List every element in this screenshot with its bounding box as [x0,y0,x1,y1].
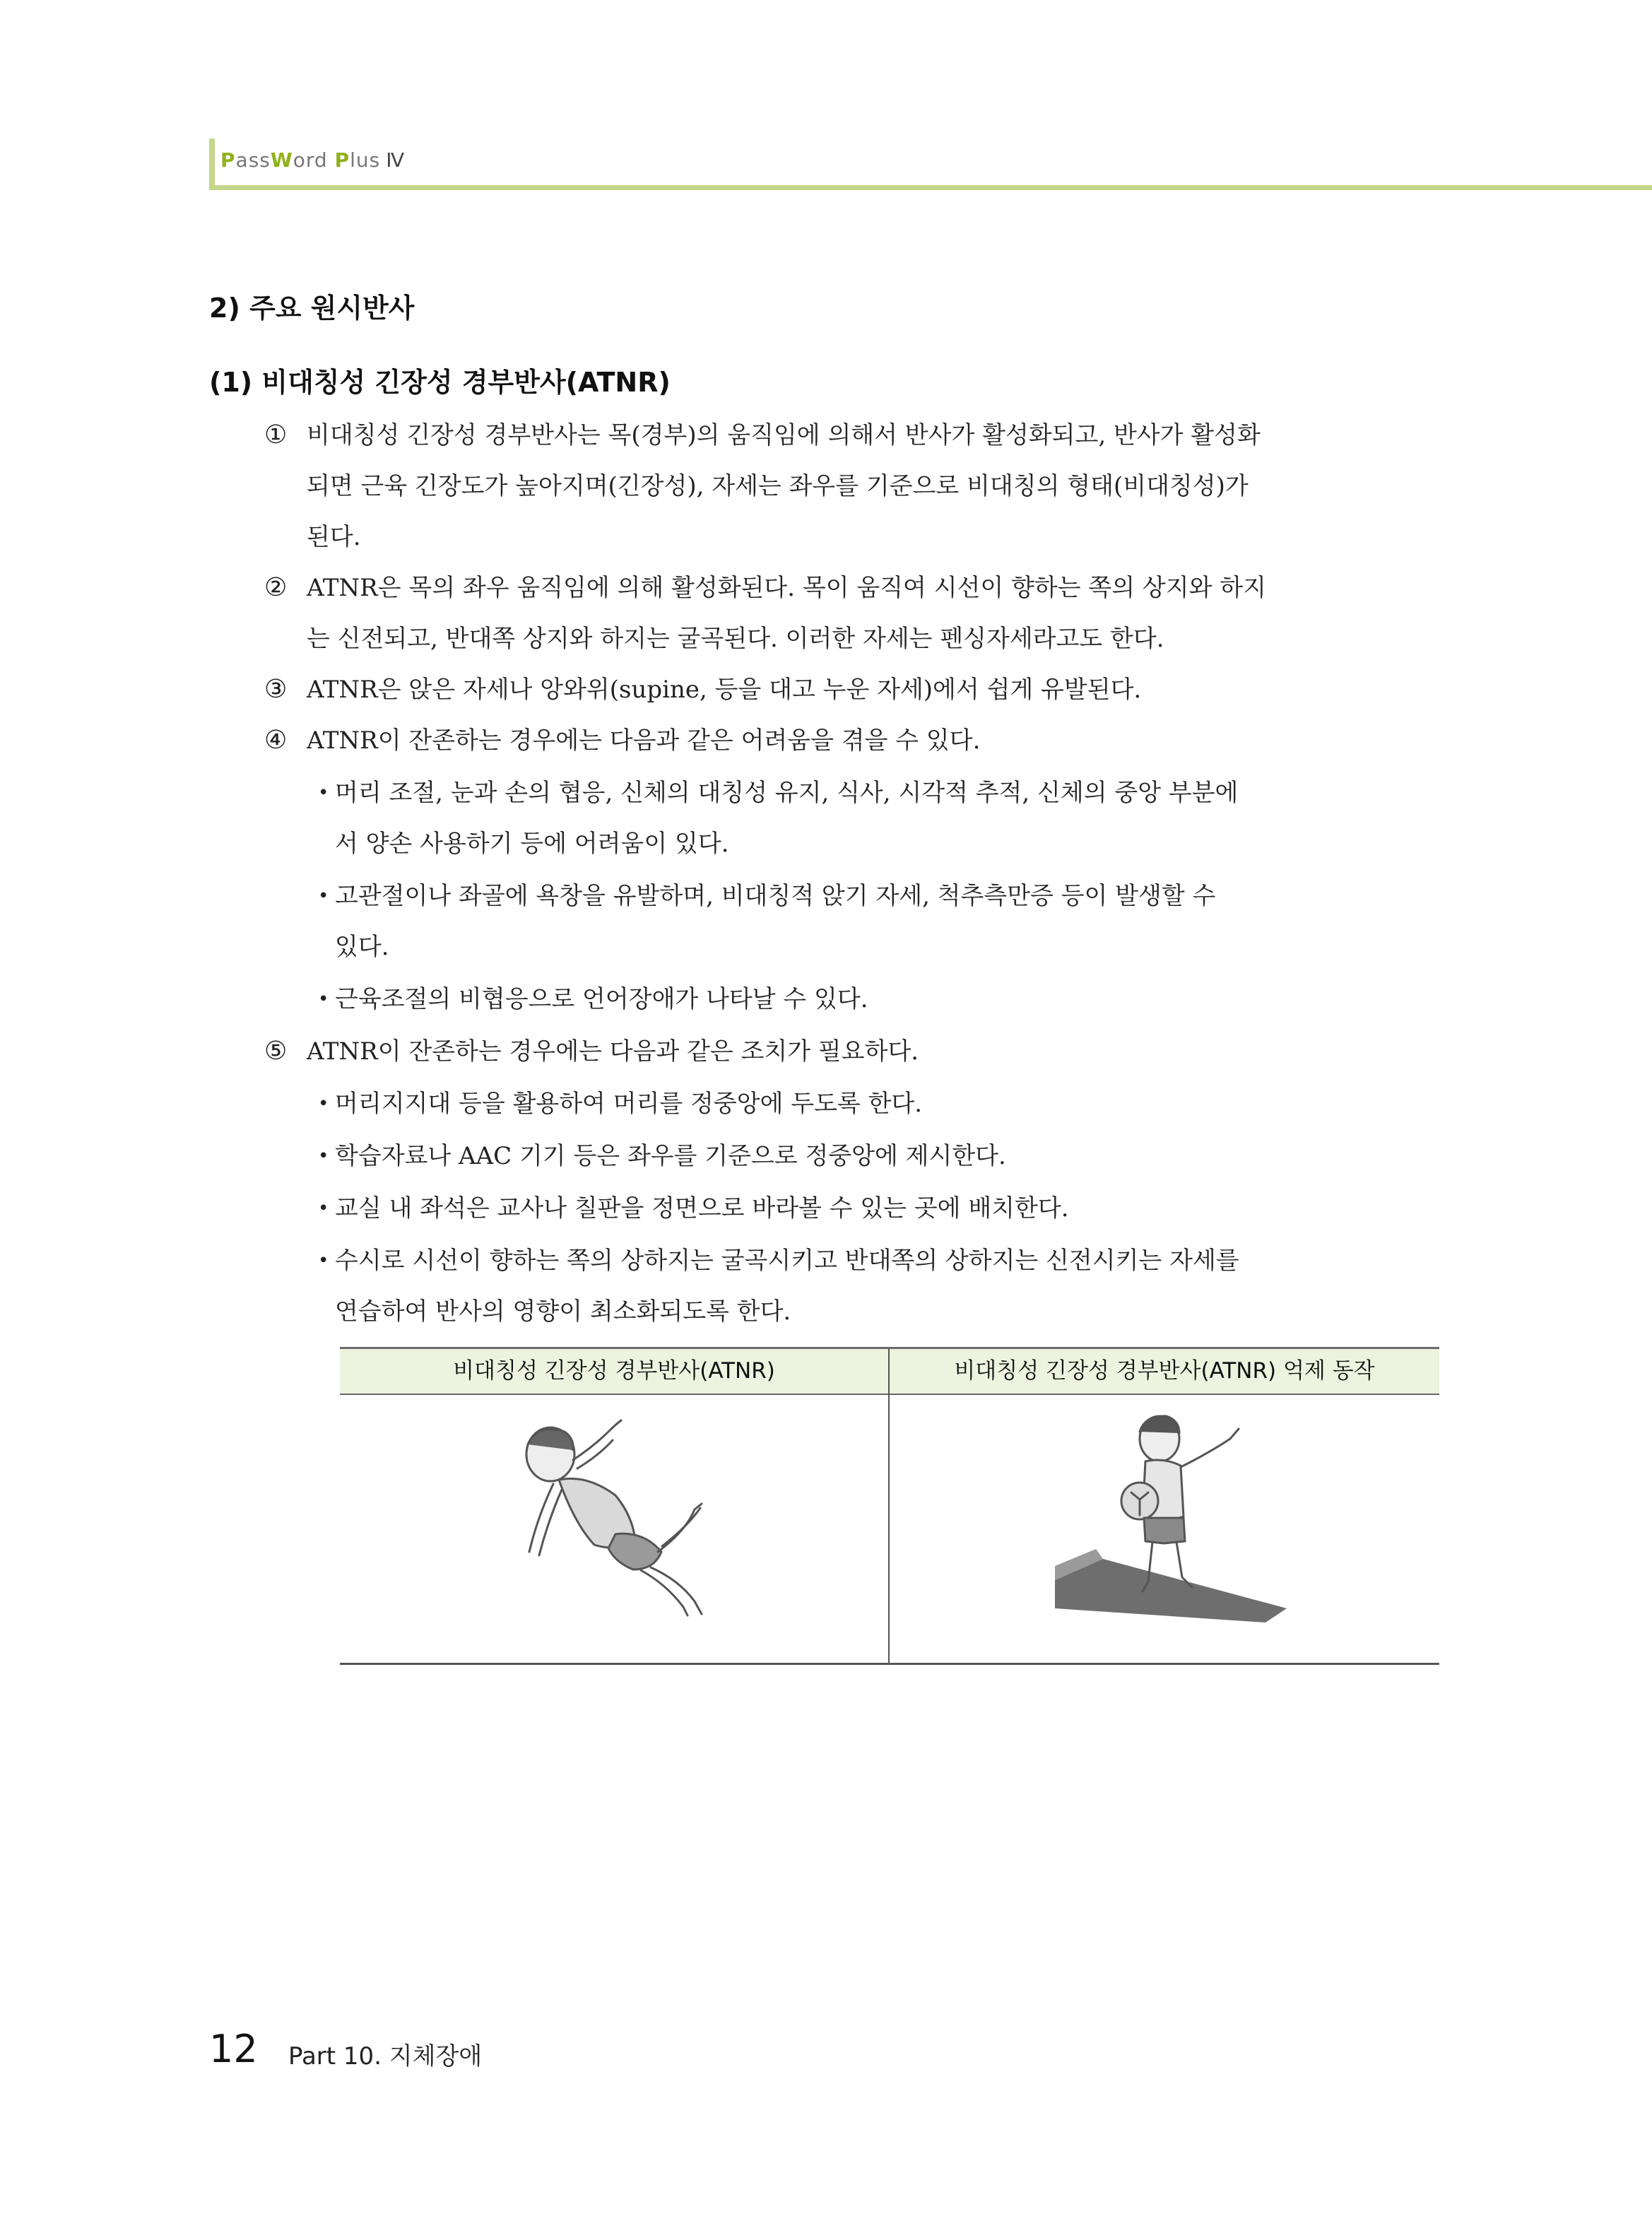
table-header-cell: 비대칭성 긴장성 경부반사(ATNR) [453,1358,775,1384]
bullet: • [318,1250,329,1271]
volume-number: Ⅳ [386,148,406,172]
bullet-line: 서 양손 사용하기 등에 어려움이 있다. [335,830,729,858]
section-title: 2) 주요 원시반사 [209,293,415,324]
bullet-line: 수시로 시선이 향하는 쪽의 상하지는 굴곡시키고 반대쪽의 상하지는 신전시키는 자세를 [335,1247,1239,1275]
item-line: ATNR이 잔존하는 경우에는 다음과 같은 조치가 필요하다. [307,1037,919,1066]
item-line: 비대칭성 긴장성 경부반사는 목(경부)의 움직임에 의해서 반사가 활성화되고, 반사가 활성화 [307,421,1261,449]
table-column-divider [888,1349,890,1663]
table-header-row [340,1349,1439,1395]
brand-text: lus [350,148,381,172]
bullet: • [318,1146,329,1167]
item-number: ③ [264,675,288,704]
atnr-inhibition-child-illustration [1054,1396,1294,1630]
item-line: 된다. [307,523,361,551]
item-number: ① [264,420,288,449]
part-label: Part 10. 지체장애 [288,2042,483,2071]
bullet: • [318,989,329,1010]
bullet: • [318,885,329,907]
item-number: ⑤ [264,1037,288,1066]
bullet-line: 교실 내 좌석은 교사나 칠판을 정면으로 바라볼 수 있는 곳에 배치한다. [335,1194,1069,1223]
item-line: 되면 근육 긴장도가 높아지며(긴장성), 자세는 좌우를 기준으로 비대칭의 형태(비대칭성)가 [307,472,1249,500]
bullet-line: 근육조절의 비협응으로 언어장애가 나타날 수 있다. [335,985,868,1013]
bullet: • [318,782,329,803]
bullet-line: 머리지지대 등을 활용하여 머리를 정중앙에 두도록 한다. [335,1090,923,1118]
brand-text: ass [235,148,271,172]
atnr-lying-child-illustration [509,1411,750,1623]
bullet-line: 고관절이나 좌골에 욕창을 유발하며, 비대칭적 앉기 자세, 척추측만증 등이 발생할 수 [335,882,1216,910]
page-number: 12 [209,2027,258,2071]
item-number: ② [264,573,288,602]
table-bottom-rule [340,1663,1439,1665]
bullet-line: 연습하여 반사의 영향이 최소화되도록 한다. [335,1297,791,1326]
bullet-line: 머리 조절, 눈과 손의 협응, 신체의 대칭성 유지, 식사, 시각적 추적, 신체의 중앙 부분에 [335,779,1239,807]
item-line: ATNR이 잔존하는 경우에는 다음과 같은 어려움을 겪을 수 있다. [307,726,981,755]
subsection-title: (1) 비대칭성 긴장성 경부반사(ATNR) [209,367,671,398]
item-line: ATNR은 앉은 자세나 앙와위(supine, 등을 대고 누운 자세)에서 쉽게 유발된다. [307,676,1142,704]
bullet: • [318,1198,329,1219]
header-rule [209,185,1652,190]
brand-letter: P [220,148,236,172]
bullet-line: 있다. [335,933,389,961]
illustration-table [340,1347,1439,1665]
brand-letter: P [334,148,350,172]
header-accent-bar [209,139,215,189]
item-line: 는 신전되고, 반대쪽 상지와 하지는 굴곡된다. 이러한 자세는 펜싱자세라고도 한다. [307,625,1164,653]
item-line: ATNR은 목의 좌우 움직임에 의해 활성화된다. 목이 움직여 시선이 향하는 쪽의 상지와 하지 [307,574,1266,602]
bullet: • [318,1093,329,1114]
brand-letter: W [270,148,293,172]
bullet-line: 학습자료나 AAC 기기 등은 좌우를 기준으로 정중앙에 제시한다. [335,1142,1006,1170]
table-header-cell: 비대칭성 긴장성 경부반사(ATNR) 억제 동작 [954,1358,1375,1384]
running-header [220,148,405,172]
brand-text: ord [293,148,328,172]
item-number: ④ [264,726,288,755]
